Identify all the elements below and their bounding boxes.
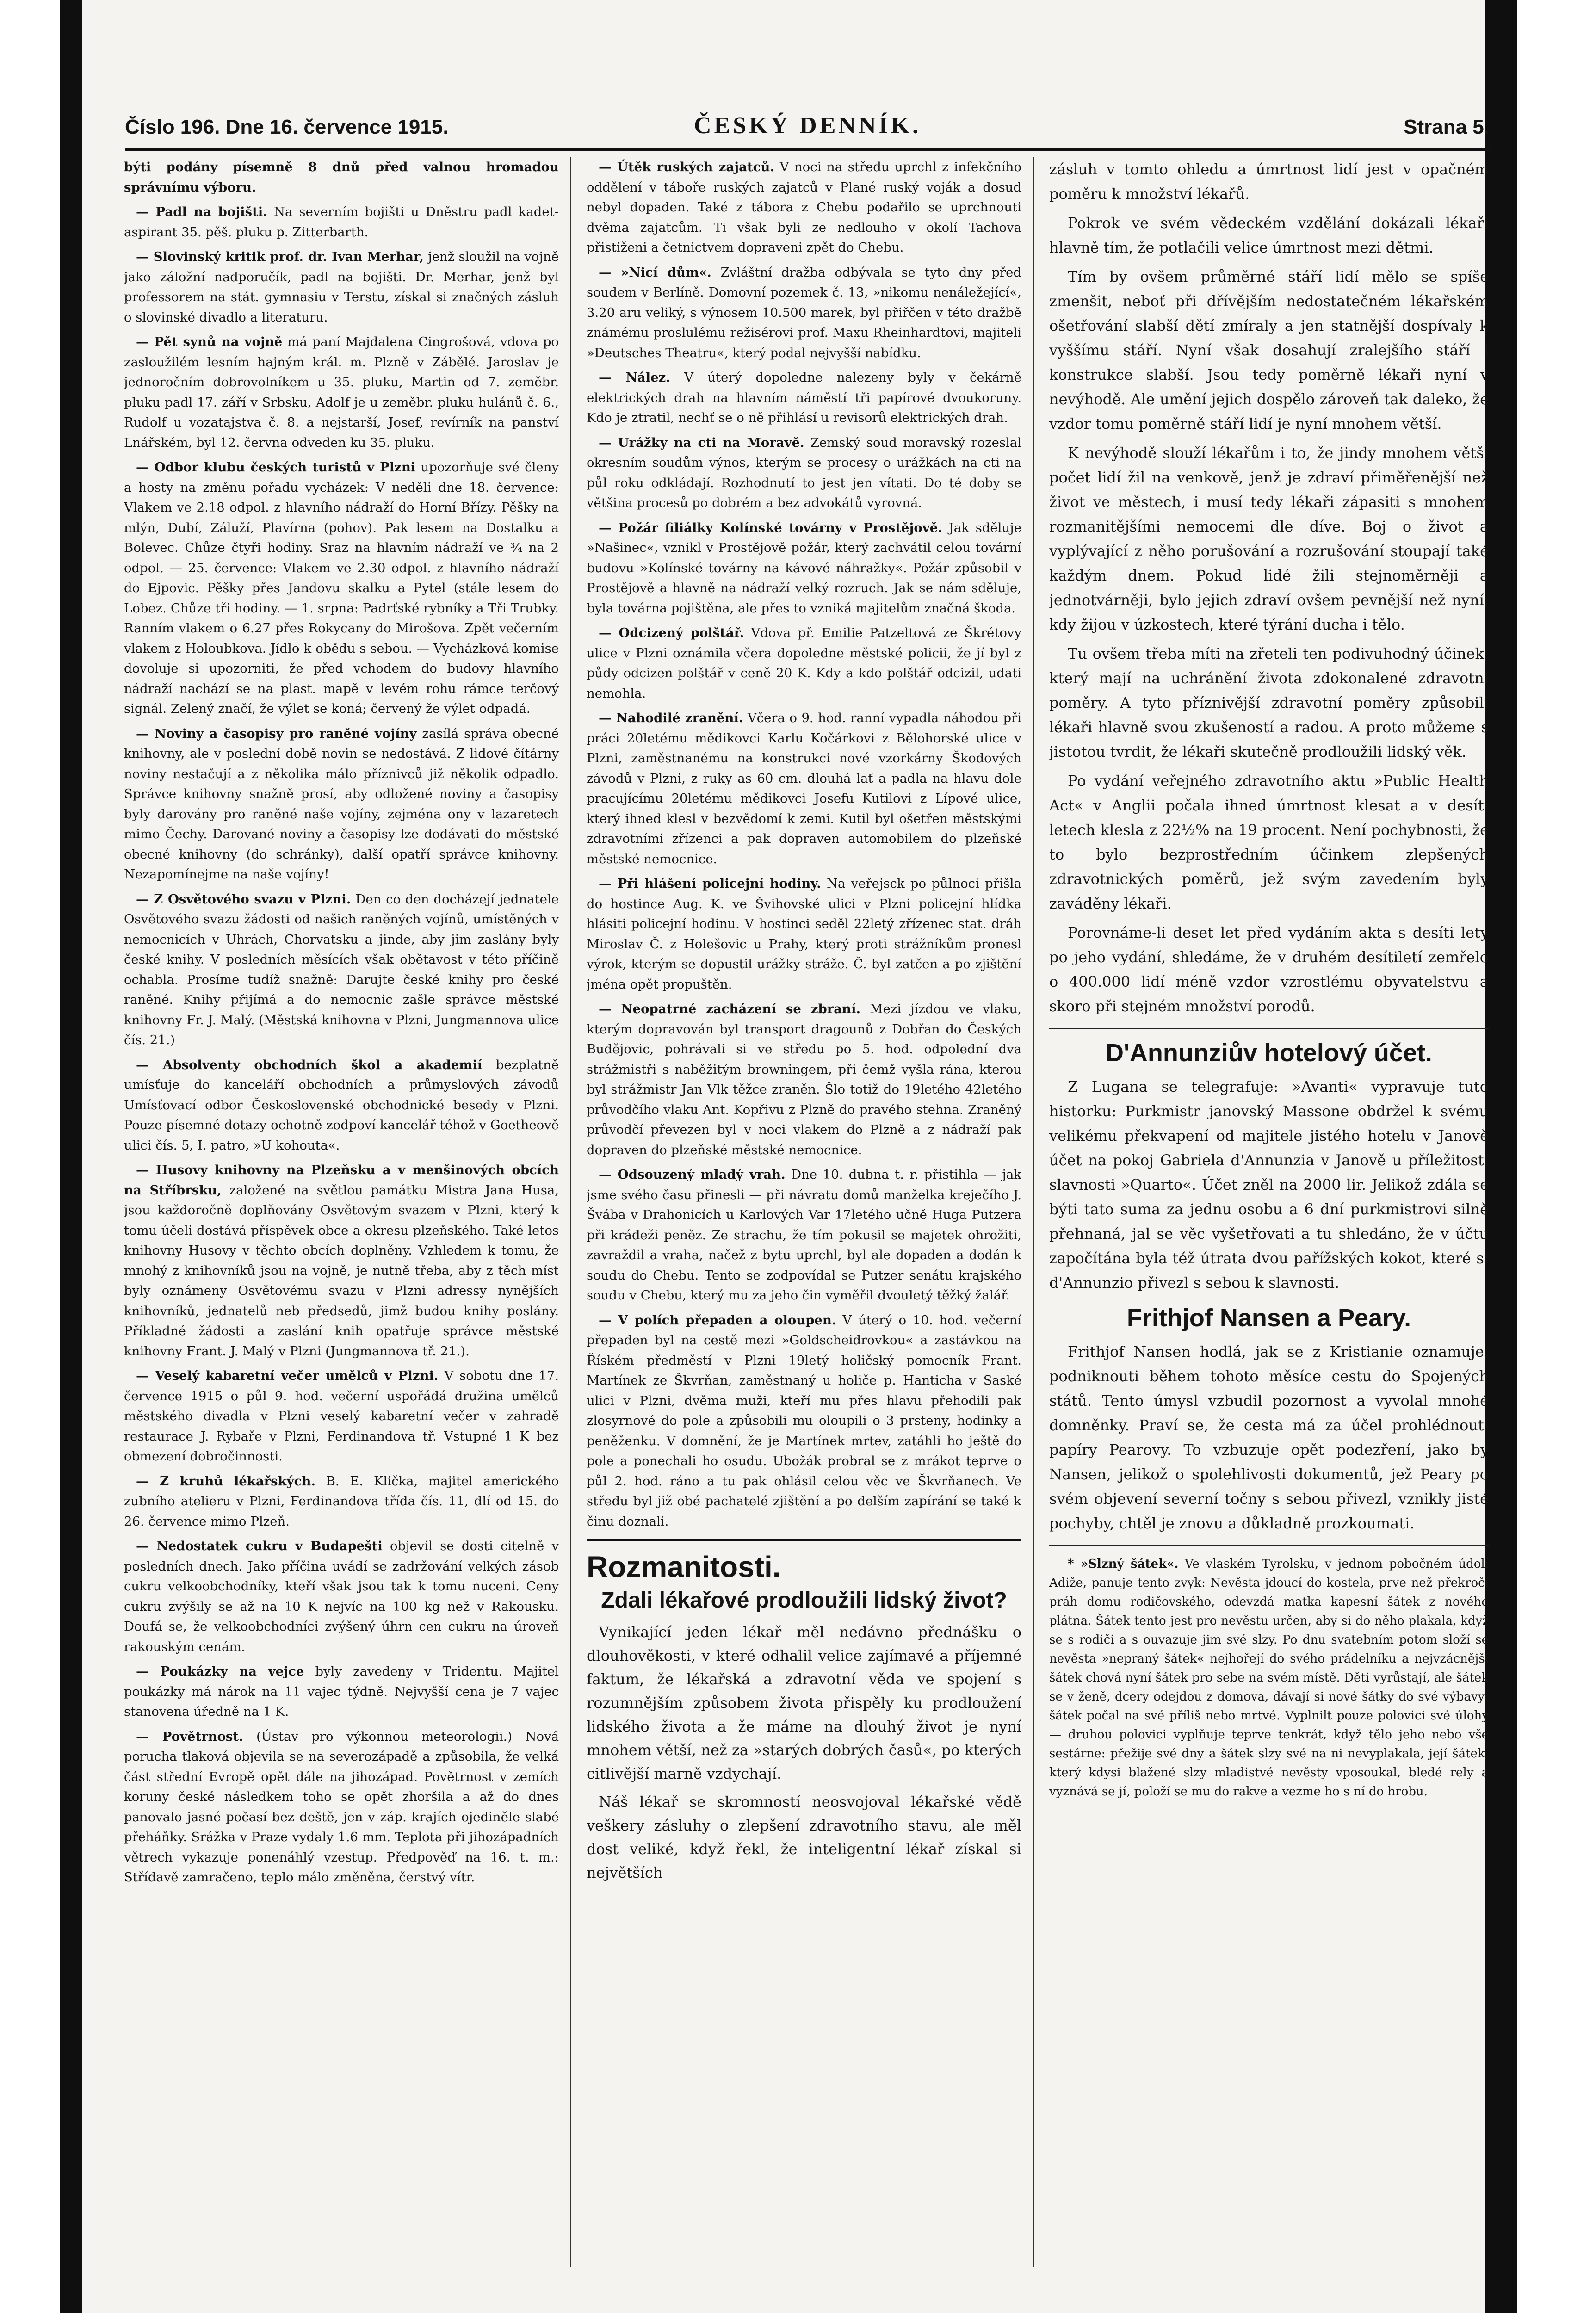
news-item [124, 202, 559, 242]
news-item [587, 1165, 1021, 1306]
news-item [587, 433, 1021, 513]
news-item-body: Vdova př. Emilie Patzeltová ze Škrétovy ulice v Plzni oznámila včera dopoledne městské policii, že jí byl z půdy odcizen polštář v ceně 20 K. Kdy a kdo polštář odcizil, udati nemohla. [587, 625, 1021, 701]
article-paragraph: Pokrok ve svém vědeckém vzdělání dokázali lékaři hlavně tím, že potlačili velice úmrtnost mezi dětmi. [1049, 214, 1489, 256]
news-item [124, 1472, 559, 1532]
article-headline: Frithjof Nansen a Peary. [1126, 1304, 1411, 1332]
page-number: Strana 5. [1404, 116, 1490, 138]
news-item-body: Na severním bojišti u Dněstru padl kadet-aspirant 35. pěš. pluku p. Zitterbarth. [124, 204, 559, 240]
news-item-headline: — Útěk ruských zajatců. [599, 160, 774, 174]
news-item-headline: * »Slzný šátek«. [1068, 1557, 1179, 1571]
news-item [124, 890, 559, 1051]
news-item [124, 1160, 559, 1361]
news-item-headline: — Pět synů na vojně [136, 334, 283, 349]
issue-number-date: Číslo 196. Dne 16. července 1915. [125, 116, 449, 138]
news-item-body: V sobotu dne 17. července 1915 o půl 9. hod. večerní uspořádá družina umělců městského divadla v Plzni veselý kabaretní večer v zahradě restaurace J. Rybaře v Plzni, Ferdinandova tř. Vstupné 1 K bez obmezení dobročinnosti. [124, 1368, 559, 1464]
news-item [587, 623, 1021, 704]
news-item-body: zasílá správa obecné knihovny, ale v poslední době novin se nedostává. Z lidové čítárny noviny nestačují a z několika málo příznivců již několik odpadlo. Správce knihovny snažně prosí, aby odložené noviny a časopisy byly darovány pro raněné naše vojíny, zejména ony v lazaretech mimo Čechy. Darované noviny a časopisy lze dodávati do městské obecné knihovny (do schránky), další opatří správce knihovny. Nezapomínejme na naše vojíny! [124, 726, 559, 882]
article-paragraph: Vynikající jeden lékař měl nedávno přednášku o dlouhověkosti, v které odhalil velice zajímavé a příjemné faktum, že lékařská a zdravotní věda ve spojení s rozumnějším způsobem života přispěly ku prodloužení lidského života a že máme na dlouhý život je nyní mnohem větší, než za »starých dobrých časů«, po kterých citlivější marně vzdychají. [587, 1623, 1021, 1782]
article-paragraph: Tím by ovšem průměrné stáří lidí mělo se spíše zmenšit, neboť při dřívějším nedostatečném lékařském ošetřování slabší dětí zmíraly a jen statnější dospívaly k vyššímu stáří. Nyní však dosahují zralejšího stáří i konstrukce slabší. Jsou tedy poměrně lékaři nyní v nevýhodě. Ale umění jejich dospělo zároveň tak daleko, že vzdor tomu poměrně stáří lidí je nyní mnohem větší. [1049, 268, 1489, 433]
news-item-body: Včera o 9. hod. ranní vypadla náhodou při práci 20letému mědikovci Karlu Kočárkovi z Bělohorské ulice v Plzni, zaměstnanému na konstrukci nové vzorkárny Škodových závodů v Plzni, z ruky as 60 cm. dlouhá lať a padla na hlavu dole pracujícímu 20letému mědikovci Josefu Kutilovi z Lípové ulice, který ihned klesl v bezvědomí k zemi. Kutil byl ošetřen městskými zdravotními zřízenci a pak dopraven automobilem do plzeňské městské nemocnice. [587, 711, 1021, 866]
page-header [125, 106, 1490, 151]
news-item-headline: — Slovinský kritik prof. dr. Ivan Merhar, [136, 249, 424, 264]
news-item-headline: — Veselý kabaretní večer umělců v Plzni. [136, 1368, 439, 1383]
newspaper-title: ČESKÝ DENNÍK. [694, 112, 922, 139]
news-item-body: Den co den docházejí jednatele Osvětového svazu žádosti od našich raněných vojínů, umístěných v nemocnicích v Uhrách, Chorvatsku a jinde, aby jim zaslány byly české knihy. V posledních měsících však obětavost v této příčině ochabla. Prosíme tudíž snažně: Darujte české knihy pro české raněné. Knihy přijímá a do nemocnic zašle správce městské knihovny Fr. J. Malý. (Městská knihovna v Plzni, Jungmannova ulice čís. 21.) [124, 891, 559, 1047]
news-item [587, 368, 1021, 428]
news-item-body: Ve vlaském Tyrolsku, v jednom pobočném údolí Adiže, panuje tento zvyk: Nevěsta jdoucí do kostela, prve než překročí práh domu rodičovského, odevzdá matka kapesní šátek z nového plátna. Šátek tento jest pro nevěstu určen, aby si do něho plakala, když se s rodiči a s ouvazuje jim své slzy. Po dnu svatebním potom složí se nevěsta »nepraný šátek« nejhořejí do svého prádelníku a nejvzácnější šátek chová nyní šátek pro sebe na svém místě. Děti vyrůstají, ale šátek se v ženě, dcery odejdou z domova, dávají si nové šátky do své výbavy: šátek počal na své příliš nebo mrtvé. Vyplnilt pouze polovici své úlohy — druhou polovici vyplňuje teprve tenkrát, když tělo jeho nebo vše sestárne: přežije své dny a šátek slzy své na ni nevyplakala, její šátek, který kdysi blažené slzy mladistvé nevěsty vposoukal, bledé rely a vyznává se jí, položí se mu do rakve a vezme ho s ní do hrobu. [1049, 1557, 1489, 1799]
news-item-body: upozorňuje své členy a hosty na změnu pořadu vycházek: V neděli dne 18. července: Vlakem ve 2.18 odpol. z hlavního nádraží do Horní Břízy. Pěšky na mlýn, Dubí, Záluží, Plavírna (pohov). Pak lesem na Dostalku a Bolevec. Chůze čtyři hodiny. Sraz na hlavním nádraží ve ¾ na 2 odpol. — 25. července: Vlakem ve 2.30 odpol. z hlavního nádraží do Ejpovic. Pěšky přes Jandovu skalku a Pytel (stále lesem do Lobez. Chůze tři hodiny. — 1. srpna: Padrťské rybníky a Tři Trubky. Ranním vlakem o 6.27 přes Rokycany do Mirošova. Zpět večerním vlakem z Holoubkova. Jídlo k obědu s sebou. — Vycházková komise dovoluje si upozorniti, že před vchodem do budovy hlavního nádraží nachází se na plast. mapě v levém rohu rámce terčový signál. Zelený značí, že výlet se koná; červený že výlet odpadá. [124, 460, 559, 716]
article-separator [1049, 1545, 1489, 1546]
news-item [124, 1536, 559, 1657]
news-item [124, 1055, 559, 1156]
news-item-body: bezplatně umísťuje do kanceláří obchodních a průmyslových závodů Umísťovací odbor Československé obchodnické besedy v Plzni. Pouze písemné dotazy ochotně zodpoví kancelář téhož v Goetheově ulici čís. 5, I. patro, »U kohouta«. [124, 1057, 559, 1153]
news-item [587, 518, 1021, 619]
news-item [124, 724, 559, 885]
news-item-headline: — Absolventy obchodních škol a akademií [136, 1057, 483, 1072]
article-headline: D'Annunziův hotelový účet. [1106, 1039, 1432, 1067]
article-separator [1049, 1028, 1489, 1029]
news-item-headline: — Poukázky na vejce [136, 1664, 304, 1679]
news-item-headline: — Husovy knihovny na Plzeňsku a v menšinových obcích na Stříbrsku, [124, 1163, 559, 1198]
news-item [124, 1366, 559, 1467]
scan-edge-left [60, 0, 82, 2313]
article-paragraph: Náš lékař se skromností neosvojoval lékařské vědě veškery zásluhy o zlepšení zdravotního stavu, ale měl dost veliké, když řekl, že inteligentní lékař získal si největších [587, 1793, 1021, 1881]
news-item-body: Dne 10. dubna t. r. přistihla — jak jsme svého času přinesli — při návratu domů manželka kreječího J. Švába v Drahonicích u Karlových Var 17letého učně Huga Putzera při krádeži peněz. Ze strachu, že tím pokusil se majetek ohrožiti, zavraždil a vraha, načež z bytu uprchl, byl ale dopaden a dodán k soudu do Chebu. Tento se zodpovídal se Putzer senátu krajského soudu v Chebu, který mu za jeho čin vyměřil dvouletý těžký žalář. [587, 1167, 1021, 1303]
news-item-headline: — Noviny a časopisy pro raněné vojíny [136, 726, 417, 741]
news-item-body: V úterý o 10. hod. večerní přepaden byl na cestě mezi »Goldscheidrovkou« a zastávkou na Říském předměstí v Plzni 19letý holičský pomocník Frant. Martínek ze Škvrňan, zaměstnaný u holiče p. Hantichа v Saské ulici v Plzni, dvěma muži, kteří mu přes hlavu přehodili pak zlosyrnové do pole a způsobili mu oloupili o 3 prsteny, hodinky a peněženku. V domnění, že je Martínek mrtev, zatáhli ho ještě do pole a ponechali ho osudu. Ubožák probral se z mrákot teprve o půl 2. hod. ráno a tu pak ohlásil celou věc ve Škvrňanech. Ve středu byl již obé pachatelé zjištění a po delším zapírání se také k činu doznali. [587, 1312, 1021, 1529]
news-item-headline: — Odbor klubu českých turistů v Plzni [136, 460, 416, 475]
news-item [124, 1727, 559, 1888]
news-item-headline: — Nález. [599, 370, 670, 385]
news-item-headline: — Při hlášení policejní hodiny. [599, 876, 821, 891]
news-item [587, 999, 1021, 1160]
article-paragraph: Po vydání veřejného zdravotního aktu »Public Health Act« v Anglii počala ihned úmrtnost klesat a v desíti letech klesla z 22½% na 19 procent. Není pochybnosti, že to bylo bezprostředním účinkem zlepšených zdravotnických poměrů, jež svým zavedením byly zaváděny lékaři. [1049, 772, 1489, 912]
news-item-headline: — Požár filiálky Kolínské továrny v Prostějově. [599, 520, 942, 535]
article-paragraph: K nevýhodě slouží lékařům i to, že jindy mnohem větší počet lidí žil na venkově, jenž je zdraví přiměřenější než život ve městech, i musí tedy lékaři zápasiti s mnohem rozmanitějšími nemocemi dle díve. Boj o život a vyplývající z něho porušování a rozrušování stoupají také každým dnem. Pokud lidé žili stejnoměrněji a jednotvárněji, bylo jejich zdraví ovšem pevnější než nyní, kdy žijou v úzkostech, které týrání ducha i tělo. [1049, 444, 1489, 633]
news-item [124, 247, 559, 328]
news-item-headline: — Nedostatek cukru v Budapešti [136, 1539, 383, 1553]
news-item-body: Na veřejsck po půlnoci přišla do hostince Aug. K. ve Švihovské ulici v Plzni policejní hlídka hlásiti policejní hodinu. V hostinci seděl 22letý zřízenec stat. dráh Miroslav Č. z Holešovic u Prahy, který proti strážníkům pronesl výrok, kterým se dopustil urážky stráže. Č. byl zatčen a po zjištění jména opět propuštěn. [587, 876, 1021, 992]
news-item-headline: — Padl na bojišti. [136, 204, 267, 219]
news-item [587, 1311, 1021, 1532]
news-item-headline: — Urážky na cti na Moravě. [599, 435, 804, 450]
column-3 [1049, 157, 1489, 2267]
news-item-headline: — Povětrnost. [136, 1729, 243, 1744]
news-item-headline: — Odsouzený mladý vrah. [599, 1167, 786, 1182]
scan-edge-right [1485, 0, 1517, 2313]
column-2 [587, 157, 1021, 2267]
news-item-body: V úterý dopoledne nalezeny byly v čekárně elektrických drah na hlavním náměstí tři papírové dvoukoruny. Kdo je ztratil, nechť se o ně přihlásí u revisorů elektrických drah. [587, 370, 1021, 425]
news-item [587, 708, 1021, 869]
news-item-headline: — Nahodilé zranění. [599, 711, 743, 725]
article-paragraph: Porovnáme-li deset let před vydáním akta s desíti lety po jeho vydání, shledáme, že v druhém desítiletí zemřelo o 400.000 lidí méně vzdor vzrostlému obyvatelstvu a skoro při stejném množství porodů. [1049, 924, 1489, 1015]
news-item-body: má paní Majdalena Cingrošová, vdova po zasloužilém lesním hajným král. m. Plzně v Zábělé. Jaroslav je jednoročním dobrovolníkem u 35. pluku, Martin od 7. zeměbr. pluku padl 17. září v Srbsku, Adolf je u zeměbr. pluku hulánů č. 6., Rudolf u vozatajstva č. 8. a nejstarší, Josef, revírník na panství Lnářském, byl 12. června odveden ku 35. pluku. [124, 334, 559, 450]
news-item [1049, 1555, 1489, 1801]
news-item-body: byly zavedeny v Tridentu. Majitel poukázky má nárok na 11 vajec týdně. Nejvyšší cena je 7 vajec stanovena úředně na 1 K. [124, 1664, 559, 1719]
news-item-body: Zemský soud moravský rozeslal okresním soudům výnos, kterým se procesy o urážkách na cti na půl roku odkládají. Rozhodnutí to jest jen vítati. Do té doby se většina procesů po dobrém a bez advokátů vyrovná. [587, 435, 1021, 510]
news-item-headline: — Neopatrné zacházení se zbraní. [599, 1002, 861, 1016]
news-item-body: V noci na středu uprchl z infekčního oddělení v táboře ruských zajatců v Plané ruský voják a dosud nebyl dopaden. Také z tábora z Chebu podařilo se uprchnouti dvěma zajatcům. Ti však byli ze nedlouho v okolí Tachova přistiženi a četnictvem dopraveni zpět do Chebu. [587, 160, 1021, 255]
news-item-body: Zvláštní dražba odbývala se tyto dny před soudem v Berlíně. Domovní pozemek č. 13, »nikomu nenáležející«, 3.20 aru veliký, s výnosem 10.500 marek, byl přiřčen v této dražbě známému proslulému režisérovi prof. Maxu Rheinhardtovi, majiteli »Deutsches Theatru«, který podal nejvyšší nabídku. [587, 265, 1021, 360]
paragraph: býti podány písemně 8 dnů před valnou hromadou správnímu výboru. [124, 160, 559, 195]
news-item [124, 332, 559, 453]
news-item-headline: — »Nicí dům«. [599, 265, 711, 280]
section-heading: Rozmanitosti. [587, 1550, 781, 1583]
news-item [124, 458, 559, 719]
news-item [124, 1662, 559, 1722]
news-item-headline: — V polích přepaden a oloupen. [599, 1312, 836, 1328]
news-item-body: B. E. Klička, majitel amerického zubního atelieru v Plzni, Ferdinandova třída čís. 11, dlí od 15. do 26. července mimo Plzeň. [124, 1473, 559, 1529]
news-item [587, 263, 1021, 364]
news-item [587, 157, 1021, 258]
news-item-headline: — Odcizený polštář. [599, 625, 744, 640]
news-item-headline: — Z Osvětového svazu v Plzni. [136, 891, 351, 907]
article-paragraph: Z Lugana se telegrafuje: »Avanti« vypravuje tuto historku: Purkmistr janovský Massone obdržel k svému velikému překvapení od majitele jistého hotelu v Janově účet na pokoj Gabriela d'Annunzia v Janově u příležitosti slavnosti »Quarto«. Účet zněl na 2000 lir. Jelikož zdála se býti tato suma za jednu osobu a 6 dní purkmistrovi silně přehnaná, jal se věc vyšetřovati a tu shledáno, že v účtu započítána byla též útrata dvou pařížských kokot, které si d'Annunzio přivezl s sebou k slavnosti. [1049, 1078, 1489, 1292]
section-separator [587, 1539, 1021, 1545]
news-item-body: jenž sloužil na vojně jako záložní nadporučík, padl na bojišti. Dr. Merhar, jenž byl professorem na stát. gymnasiu v Terstu, získal si značných zásluh o slovinské divadlo a literaturu. [124, 249, 559, 325]
news-item [587, 874, 1021, 995]
column-divider-2 [1033, 157, 1034, 2267]
article-paragraph: Frithjof Nansen hodlá, jak se z Kristianie oznamuje, podniknouti během tohoto měsíce cestu do Spojených států. Tento úmysl vzbudil pozornost a vyvolal mnohé domněnky. Praví se, že cesta má za účel prohlédnouti papíry Pearovy. To vzbuzuje opět podezření, jako by Nansen, jelikož o spolehlivosti dokumentů, jež Peary po svém objevení severní točny s sebou přivezl, vznikly jisté pochyby, chtěl je znovu a důkladně prozkoumati. [1049, 1343, 1489, 1532]
news-item-body: založené na světlou památku Mistra Jana Husa, jsou každoročně doplňovány Osvětovým svazem v Plzni, který k tomu účeli dostává příspěvek obce a okresu plzeňského. Také letos knihovny Husovy v těchto obcích doplněny. Vzhledem k tomu, že mnohý z knihovníků jsou na vojně, je nutně třeba, aby z těch míst byly oznámeny Osvětovému svazu v Plzni adressy nynějších knihovníků, jednatelů neb předsedů, jimž budou knihy poslány. Příkladné žádosti a zaslání knih opatřuje správce městské knihovny Frant. J. Malý v Plzni (Jungmannova tř. 21.). [124, 1182, 559, 1359]
news-item-body: objevil se dosti citelně v posledních dnech. Jako příčina uvádí se zadržování velkých zásob cukru velkoobchodníky, kteří však jsou tak k tomu nuceni. Ceny cukru zvýšily se až na 10 K nejvíc na 100 kg než v Rakousku. Doufá se, že velkoobchodníci zvýšený úhrn cen cukru na úroveň rakouským cenám. [124, 1539, 559, 1654]
column-1 [124, 157, 559, 2267]
news-item-body: Mezi jízdou ve vlaku, kterým dopravován byl transport dragounů z Dobřan do Českých Budějovic, pohrávali si ve středu po 5. hod. odpolední dva strážmistři s naběžitým browningem, při čemž vyšla rána, kterou byl strážmistr Jan Vlk těžce zraněn. Šlo totiž do 19letého 42letého průvodčího vlaku Ant. Kopřivu z Plzně do pravého stehna. Zraněný průvodčí převezen byl v noci vlakem do Plzně a z nádraží pak dopraven do plzeňské městské nemocnice. [587, 1002, 1021, 1157]
news-item-headline: — Z kruhů lékařských. [136, 1473, 315, 1489]
news-item-body: Jak sděluje »Našinec«, vznikl v Prostějově požár, který zachvátil celou tovární budovu »Kolínské továrny na kávové náhražky«. Požár způsobil v Prostějově a hlavně na nádraží velký rozruch. Jak se nám sděluje, byla továrna pojištěna, ale přes to vzniká majitelům značná škoda. [587, 520, 1021, 616]
article-paragraph: Tu ovšem třeba míti na zřeteli ten podivuhodný účinek, který mají na uchránění života zdokonalené zdravotní poměry. A tyto příznivější zdravotní poměry způsobili lékaři hlavně svou zkušeností a radou. A proto můžeme s jistotou tvrdit, že lékaři skutečně prodloužili lidský věk. [1049, 645, 1489, 761]
article-headline: Zdali lékařové prodloužili lidský život? [601, 1588, 1007, 1613]
article-paragraph: zásluh v tomto ohledu a úmrtnost lidí jest v opačném poměru k množství lékařů. [1049, 161, 1489, 203]
column-divider-1 [570, 157, 571, 2267]
news-item-body: (Ústav pro výkonnou meteorologii.) Nová porucha tlaková objevila se na severozápadě a způsobila, že velká část střední Evropě opět dále na jihozápad. Povětrnost v zemích koruny české následkem toho se opět zhoršila a až do dnes panovalo jasné počasí bez deště, jen v záp. krajích ojediněle slabé přeháňky. Srážka v Praze vydaly 1.6 mm. Teplota při jihozápadních větrech vykazuje ponenáhlý vzestup. Předpověď na 16. t. m.: Střídavě zamračeno, teplo málo změněna, čerstvý vítr. [124, 1729, 559, 1885]
